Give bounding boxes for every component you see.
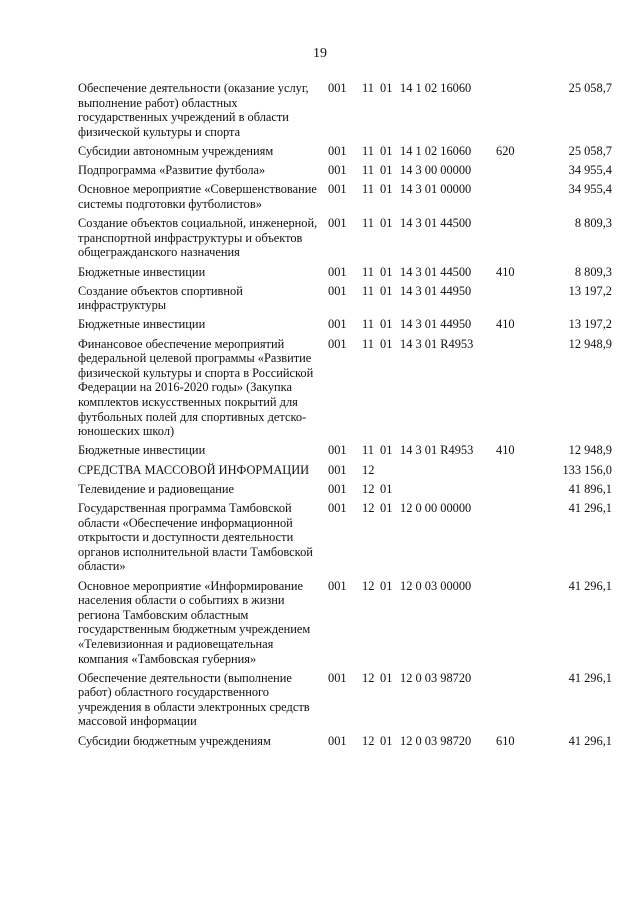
amount: 41 296,1 <box>568 500 612 515</box>
item-name: Бюджетные инвестиции <box>78 443 206 458</box>
grbs-code: 001 <box>328 264 347 279</box>
subsection-code: 01 <box>380 578 393 593</box>
item-name: Государственная программа Тамбовской области «Обеспечение информационной открытости и доступности деятельности органов исполнительной власти Тамбовской области» <box>78 500 313 574</box>
amount: 13 197,2 <box>568 317 612 332</box>
amount: 8 809,3 <box>574 216 612 231</box>
subsection-code: 01 <box>380 163 393 178</box>
table-row <box>78 579 612 667</box>
table-row <box>78 501 612 574</box>
subsection-code: 01 <box>380 317 393 332</box>
section-code: 11 <box>362 283 374 298</box>
target-article-code: 14 3 01 44950 <box>400 317 472 332</box>
subsection-code: 01 <box>380 283 393 298</box>
item-name: СРЕДСТВА МАССОВОЙ ИНФОРМАЦИИ <box>78 462 310 477</box>
section-code: 11 <box>362 182 374 197</box>
amount: 25 058,7 <box>568 81 612 95</box>
target-article-code: 12 0 03 98720 <box>400 670 472 685</box>
table-row <box>78 182 612 211</box>
section-code: 12 <box>362 670 375 685</box>
table-row <box>78 463 612 478</box>
section-code: 11 <box>362 336 374 351</box>
grbs-code: 001 <box>328 81 347 95</box>
amount: 41 296,1 <box>568 733 612 748</box>
item-name: Финансовое обеспечение мероприятий федеральной целевой программы «Развитие физической культуры и спорта в Российской Федерации на 2016-2020 годы» (Закупка комплектов искусственных покрытий для футбольных полей для спортивных детско-юношеских школ) <box>78 336 314 439</box>
item-name: Основное мероприятие «Информирование населения области о событиях в жизни региона Тамбовским областным государственным бюджетным учреждением «Телевизионная и радиовещательная компания «Тамбовская губерния» <box>78 578 311 666</box>
table-row <box>78 284 612 313</box>
grbs-code: 001 <box>328 163 347 178</box>
item-name: Обеспечение деятельности (выполнение работ) областного государственного учреждения в области электронных средств массовой информации <box>78 670 310 729</box>
subsection-code: 01 <box>380 500 393 515</box>
grbs-code: 001 <box>328 481 347 496</box>
subsection-code: 01 <box>380 216 393 231</box>
section-code: 12 <box>362 500 375 515</box>
item-name: Субсидии бюджетным учреждениям <box>78 733 271 748</box>
amount: 41 296,1 <box>568 578 612 593</box>
section-code: 11 <box>362 216 374 231</box>
target-article-code: 12 0 00 00000 <box>400 500 472 515</box>
item-name: Обеспечение деятельности (оказание услуг, выполнение работ) областных государственных учреждений в области физической культуры и спорта <box>78 81 309 139</box>
subsection-code: 01 <box>380 670 393 685</box>
grbs-code: 001 <box>328 182 347 197</box>
grbs-code: 001 <box>328 283 347 298</box>
item-name: Основное мероприятие «Совершенствование системы подготовки футболистов» <box>78 182 317 211</box>
target-article-code: 14 3 01 00000 <box>400 182 472 197</box>
table-row <box>78 671 612 729</box>
section-code: 11 <box>362 264 374 279</box>
item-name: Создание объектов спортивной инфраструктуры <box>78 283 243 313</box>
section-code: 11 <box>362 317 374 332</box>
amount: 34 955,4 <box>568 182 612 197</box>
expense-type-code: 410 <box>496 264 515 279</box>
section-code: 12 <box>362 481 375 496</box>
subsection-code: 01 <box>380 264 393 279</box>
amount: 41 896,1 <box>568 481 612 496</box>
subsection-code: 01 <box>380 481 393 496</box>
section-code: 12 <box>362 733 375 748</box>
grbs-code: 001 <box>328 336 347 351</box>
grbs-code: 001 <box>328 443 347 458</box>
item-name: Телевидение и радиовещание <box>78 481 235 496</box>
target-article-code: 14 3 01 44500 <box>400 264 472 279</box>
subsection-code: 01 <box>380 443 393 458</box>
subsection-code: 01 <box>380 143 393 158</box>
target-article-code: 14 3 01 R4953 <box>400 443 474 458</box>
amount: 34 955,4 <box>568 163 612 178</box>
target-article-code: 14 3 01 44500 <box>400 216 472 231</box>
amount: 25 058,7 <box>568 143 612 158</box>
section-code: 11 <box>362 81 374 95</box>
section-code: 11 <box>362 443 374 458</box>
grbs-code: 001 <box>328 143 347 158</box>
amount: 8 809,3 <box>574 264 612 279</box>
subsection-code: 01 <box>380 336 393 351</box>
target-article-code: 14 1 02 16060 <box>400 81 472 95</box>
section-code: 12 <box>362 462 375 477</box>
amount: 41 296,1 <box>568 670 612 685</box>
grbs-code: 001 <box>328 317 347 332</box>
expense-type-code: 610 <box>496 733 515 748</box>
subsection-code: 01 <box>380 81 393 95</box>
table-row <box>78 734 612 749</box>
table-row <box>78 81 612 139</box>
expense-type-code: 410 <box>496 317 515 332</box>
table-row <box>78 216 612 260</box>
target-article-code: 12 0 03 00000 <box>400 578 472 593</box>
subsection-code: 01 <box>380 182 393 197</box>
table-row <box>78 482 612 497</box>
grbs-code: 001 <box>328 670 347 685</box>
table-row <box>78 337 612 439</box>
section-code: 11 <box>362 163 374 178</box>
table-row <box>78 163 612 178</box>
item-name: Создание объектов социальной, инженерной, транспортной инфраструктуры и объектов общегражданского назначения <box>78 216 318 260</box>
budget-table <box>78 81 612 753</box>
item-name: Субсидии автономным учреждениям <box>78 143 274 158</box>
subsection-code: 01 <box>380 733 393 748</box>
grbs-code: 001 <box>328 462 347 477</box>
target-article-code: 12 0 03 98720 <box>400 733 472 748</box>
expense-type-code: 620 <box>496 143 515 158</box>
target-article-code: 14 1 02 16060 <box>400 143 472 158</box>
target-article-code: 14 3 01 44950 <box>400 283 472 298</box>
table-row <box>78 317 612 332</box>
grbs-code: 001 <box>328 733 347 748</box>
item-name: Подпрограмма «Развитие футбола» <box>78 163 266 178</box>
section-code: 11 <box>362 143 374 158</box>
amount: 12 948,9 <box>568 336 612 351</box>
target-article-code: 14 3 00 00000 <box>400 163 472 178</box>
item-name: Бюджетные инвестиции <box>78 264 206 279</box>
amount: 12 948,9 <box>568 443 612 458</box>
section-code: 12 <box>362 578 375 593</box>
table-row <box>78 265 612 280</box>
table-row <box>78 443 612 458</box>
page-number: 19 <box>313 46 327 61</box>
table-row <box>78 144 612 159</box>
expense-type-code: 410 <box>496 443 515 458</box>
grbs-code: 001 <box>328 216 347 231</box>
grbs-code: 001 <box>328 500 347 515</box>
grbs-code: 001 <box>328 578 347 593</box>
amount: 13 197,2 <box>568 283 612 298</box>
target-article-code: 14 3 01 R4953 <box>400 336 474 351</box>
item-name: Бюджетные инвестиции <box>78 317 206 332</box>
amount: 133 156,0 <box>562 462 612 477</box>
